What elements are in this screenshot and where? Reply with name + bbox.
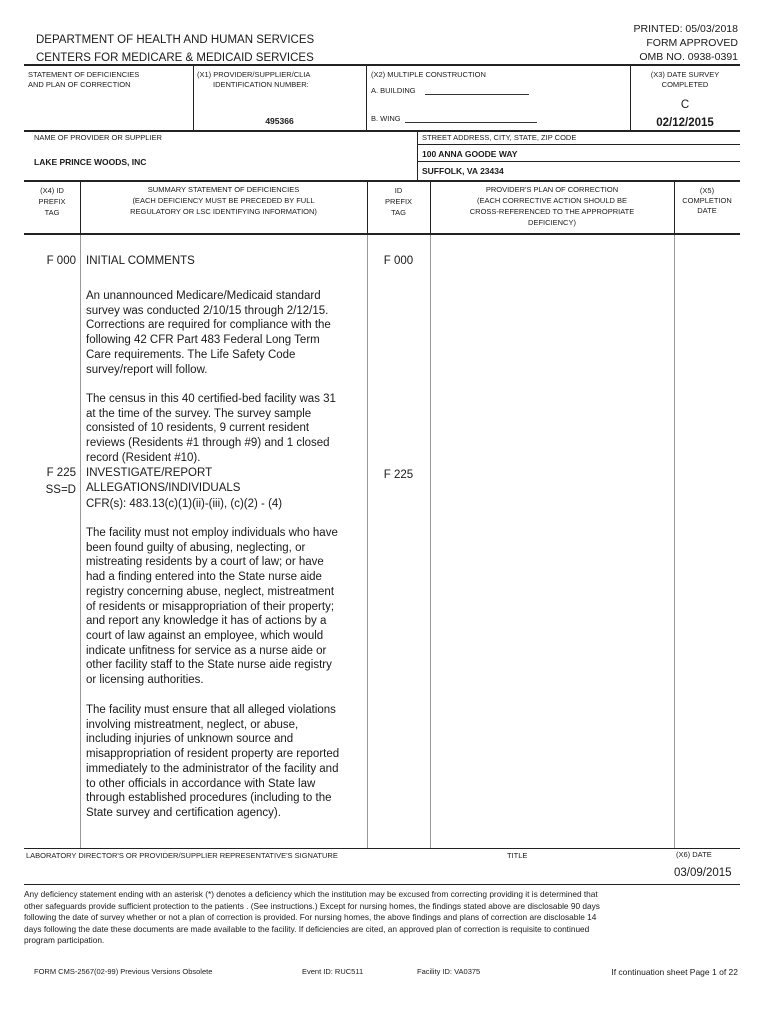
box2-divider — [417, 131, 418, 181]
summary-header-2: (EACH DEFICIENCY MUST BE PRECEDED BY FULL — [132, 196, 315, 205]
census-paragraph: The census in this 40 certified-bed facility was 31 at the time of the survey. The survey sample consisted of 10 residents, 9 current resident reviews (Residents #1 through #9) and 1 closed record (Resident #10). — [86, 393, 336, 464]
page-indicator: If continuation sheet Page 1 of 22 — [611, 967, 738, 977]
id-tag-f225: F 225 — [383, 469, 414, 481]
employment-paragraph: The facility must not employ individuals who have been found guilty of abusing, neglecting, or mistreating residents by a court of law; or have had a finding entered into the State nurse aide registry concerning abuse, neglect, mistreatment of residents or misappropriation of their property; and report any knowledge it has of actions by a court of law against an employee, which would indicate unfitness for service as a nurse aide or other facility staff to the State nurse aide registry or licensing authorities. — [86, 527, 338, 687]
x4-header-2: PREFIX — [38, 197, 66, 206]
statement-label-2: AND PLAN OF CORRECTION — [28, 80, 131, 89]
provider-name: LAKE PRINCE WOODS, INC — [34, 157, 147, 167]
city-state-zip: SUFFOLK, VA 23434 — [422, 166, 504, 176]
survey-completed-date: 02/12/2015 — [656, 117, 714, 129]
x3-label-1: (X3) DATE SURVEY — [650, 70, 720, 79]
initial-comments-heading: INITIAL COMMENTS — [86, 255, 195, 267]
signature-bottom-rule — [24, 884, 740, 885]
col-sep-header-1 — [80, 181, 81, 233]
col-sep-header-3 — [430, 181, 431, 233]
survey-code: C — [680, 99, 690, 111]
id-header-2: PREFIX — [384, 197, 413, 206]
form-top-rule — [24, 64, 740, 66]
id-header-3: TAG — [391, 208, 406, 217]
col-sep-header-4 — [674, 181, 675, 233]
signature-date: 03/09/2015 — [674, 867, 732, 879]
x2-label: (X2) MULTIPLE CONSTRUCTION — [371, 70, 486, 79]
f225-title: INVESTIGATE/REPORT ALLEGATIONS/INDIVIDUALS — [86, 467, 241, 494]
plan-header-2: (EACH CORRECTIVE ACTION SHOULD BE — [476, 196, 628, 205]
reporting-paragraph: The facility must ensure that all alleged violations involving mistreatment, neglect, or abuse, including injuries of unknown source and misappropriation of resident property are reported immediately to the administrator of the facility and to other officials in accordance with State law through established procedures (including to the State survey and certification agency). — [86, 704, 340, 819]
plan-header-3: CROSS-REFERENCED TO THE APPROPRIATE — [469, 207, 635, 216]
signature-top-rule — [24, 848, 740, 849]
omb-number: OMB NO. 0938-0391 — [639, 51, 738, 63]
x4-header-3: TAG — [44, 208, 60, 217]
x1-label-2: IDENTIFICATION NUMBER: — [213, 80, 309, 89]
x1-label-1: (X1) PROVIDER/SUPPLIER/CLIA — [197, 70, 311, 79]
wing-label: B. WING — [371, 114, 401, 123]
x5-header-2: COMPLETION — [682, 196, 732, 205]
address-label-rule — [417, 144, 740, 145]
centers-title: CENTERS FOR MEDICARE & MEDICAID SERVICES — [36, 52, 314, 64]
id-tag-f000: F 000 — [383, 255, 414, 267]
column-header-bottom-rule — [24, 233, 740, 235]
department-title: DEPARTMENT OF HEALTH AND HUMAN SERVICES — [36, 34, 315, 46]
summary-header-1: SUMMARY STATEMENT OF DEFICIENCIES — [147, 185, 300, 194]
signature-label: LABORATORY DIRECTOR'S OR PROVIDER/SUPPLIER REPRESENTATIVE'S SIGNATURE — [26, 851, 338, 860]
printed-date: PRINTED: 05/03/2018 — [633, 23, 738, 35]
f225-cfr-reference: CFR(s): 483.13(c)(1)(ii)-(iii), (c)(2) - (4) — [86, 498, 283, 510]
statement-label-1: STATEMENT OF DEFICIENCIES — [28, 70, 140, 79]
x4-header-1: (X4) ID — [40, 186, 64, 195]
form-approved: FORM APPROVED — [646, 37, 738, 49]
scope-severity-tag: SS=D — [45, 484, 76, 496]
disclosure-notice: Any deficiency statement ending with an asterisk (*) denotes a deficiency which the institution may be excused from correcting providing it is determined that other safeguards provide sufficient protection to the patients . (See instructions.) Except for nursing homes, the findings stated above are disclosable 90 days following the date of survey whether or not a plan of correction is provided. For nursing homes, the above findings and plans of correction are disclosable 14 days following the date these documents are made available to the facility. If deficiencies are cited, an approved plan of correction is requisite to continued program participation. — [24, 889, 600, 946]
plan-header-4: DEFICIENCY) — [528, 218, 576, 227]
survey-paragraph: An unannounced Medicare/Medicaid standard survey was conducted 2/10/15 through 2/12/15. Corrections are required for compliance with the following 42 CFR Part 483 Federal Long Term Care requirements. The Life Safety Code survey/report will follow. — [86, 290, 331, 376]
col-sep-body-3 — [430, 235, 431, 848]
prefix-tag-f000: F 000 — [46, 255, 76, 267]
wing-blank — [405, 122, 537, 123]
col-sep-body-1 — [80, 235, 81, 848]
x6-date-label: (X6) DATE — [676, 850, 712, 859]
building-blank — [425, 94, 529, 95]
col-sep-header-2 — [367, 181, 368, 233]
form-number: FORM CMS-2567(02-99) Previous Versions Obsolete — [34, 967, 213, 976]
event-id: Event ID: RUC511 — [302, 967, 364, 976]
summary-header-3: REGULATORY OR LSC IDENTIFYING INFORMATION) — [130, 207, 317, 216]
plan-header-1: PROVIDER'S PLAN OF CORRECTION — [485, 185, 619, 194]
box2-bottom-rule — [24, 180, 740, 182]
x3-label-2: COMPLETED — [661, 80, 709, 89]
x5-header-3: DATE — [697, 206, 717, 215]
address-street-rule — [417, 161, 740, 162]
id-header-1: ID — [394, 186, 403, 195]
x5-header-1: (X5) — [699, 186, 715, 195]
col-sep-body-4 — [674, 235, 675, 848]
facility-id: Facility ID: VA0375 — [417, 967, 481, 976]
box1-divider-2 — [366, 65, 367, 130]
address-label: STREET ADDRESS, CITY, STATE, ZIP CODE — [422, 133, 577, 142]
provider-label: NAME OF PROVIDER OR SUPPLIER — [34, 133, 162, 142]
prefix-tag-f225: F 225 — [46, 467, 76, 479]
provider-id-number: 495366 — [265, 116, 294, 126]
title-label: TITLE — [507, 851, 528, 860]
street-address: 100 ANNA GOODE WAY — [422, 149, 518, 159]
box1-bottom-rule — [24, 130, 740, 132]
building-label: A. BUILDING — [371, 86, 416, 95]
